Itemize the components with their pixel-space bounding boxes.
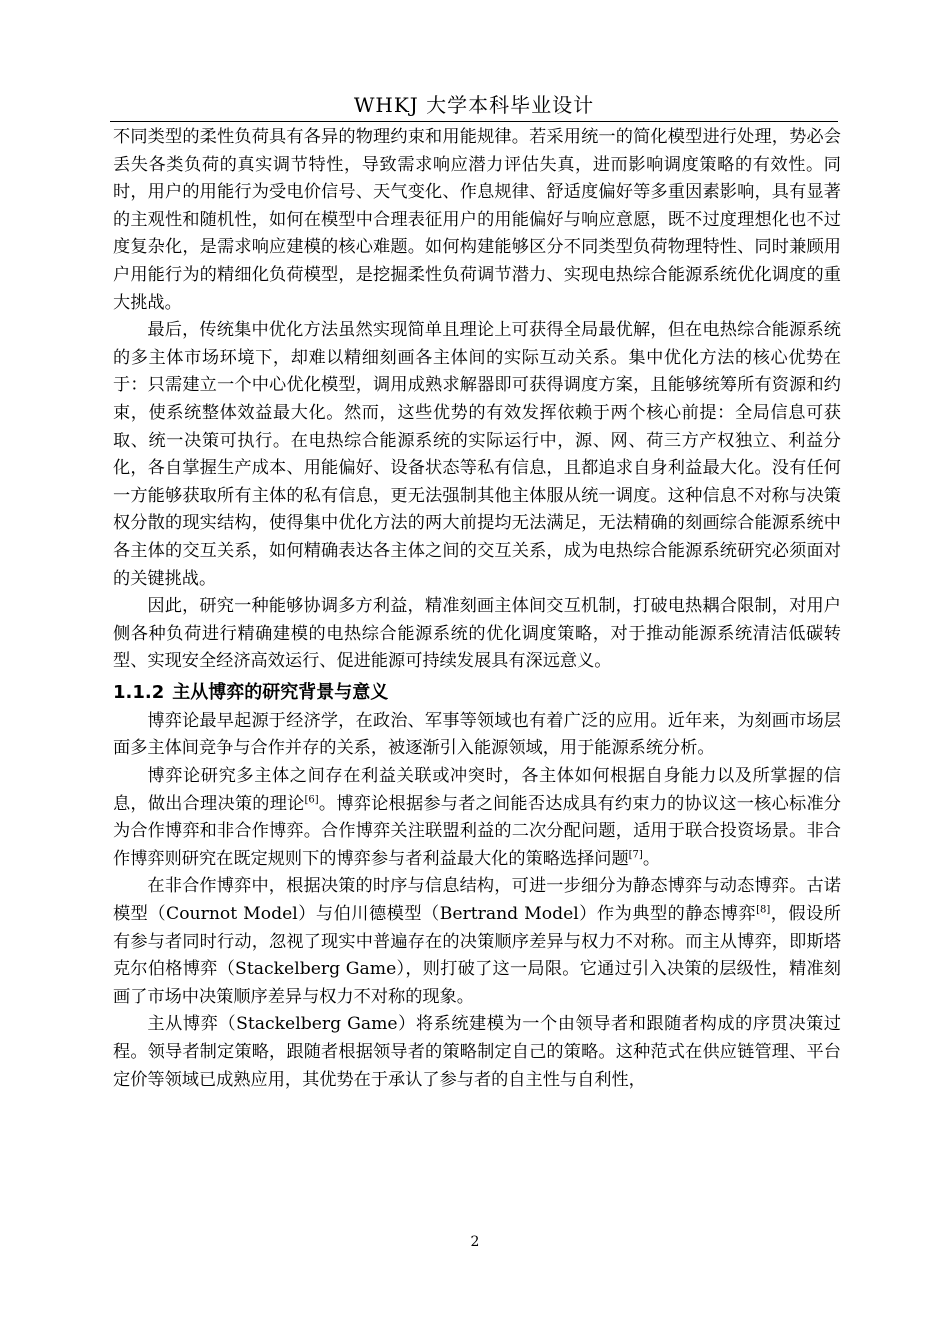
body-paragraph (113, 873, 841, 1011)
header-rule (110, 121, 838, 122)
body-paragraph (113, 763, 841, 873)
paragraph-text: 。 (642, 848, 661, 869)
paragraph-text: 。博弈论根据参与者之间能否达成具有约束力的协议这一核心标准分为合作博弈和非合作博弈。合作博弈关注联盟利益的二次分配问题，适用于联合投资场景。非合作博弈则研究在既定规则下的博弈参与者利益最大化的策略选择问题 (113, 793, 841, 869)
body-paragraph: 不同类型的柔性负荷具有各异的物理约束和用能规律。若采用统一的简化模型进行处理，势必会丢失各类负荷的真实调节特性，导致需求响应潜力评估失真，进而影响调度策略的有效性。同时，用户的用能行为受电价信号、天气变化、作息规律、舒适度偏好等多重因素影响，具有显著的主观性和随机性，如何在模型中合理表征用户的用能偏好与响应意愿，既不过度理想化也不过度复杂化，是需求响应建模的核心难题。如何构建能够区分不同类型负荷物理特性、同时兼顾用户用能行为的精细化负荷模型，是挖掘柔性负荷调节潜力、实现电热综合能源系统优化调度的重大挑战。 (113, 127, 841, 313)
body-paragraph: 最后，传统集中优化方法虽然实现简单且理论上可获得全局最优解，但在电热综合能源系统的多主体市场环境下，却难以精细刻画各主体间的实际互动关系。集中优化方法的核心优势在于：只需建立一个中心优化模型，调用成熟求解器即可获得调度方案，且能够统筹所有资源和约束，使系统整体效益最大化。然而，这些优势的有效发挥依赖于两个核心前提：全局信息可获取、统一决策可执行。在电热综合能源系统的实际运行中，源、网、荷三方产权独立、利益分化，各自掌握生产成本、用能偏好、设备状态等私有信息，且都追求自身利益最大化。没有任何一方能够获取所有主体的私有信息，更无法强制其他主体服从统一调度。这种信息不对称与决策权分散的现实结构，使得集中优化方法的两大前提均无法满足，无法精确的刻画综合能源系统中各主体的交互关系，如何精确表达各主体之间的交互关系，成为电热综合能源系统研究必须面对的关键挑战。 (113, 320, 841, 589)
paragraph-text: 博弈论研究多主体之间存在利益关联或冲突时，各主体如何根据自身能力以及所掌握的信息，做出合理决策的理论 (113, 766, 841, 814)
section-number: 1.1.2 (113, 681, 165, 703)
citation-ref: [7] (628, 849, 643, 861)
page-number: 2 (470, 1234, 480, 1250)
paragraph-text: 在非合作博弈中，根据决策的时序与信息结构，可进一步细分为静态博弈与动态博弈。古诺模型（Cournot Model）与伯川德模型（Bertrand Model）作为典型的静态博弈 (113, 876, 841, 925)
document-body (113, 124, 841, 1094)
page-header: WHKJ 大学本科毕业设计 (353, 93, 595, 117)
section-title: 主从博弈的研究背景与意义 (172, 681, 389, 703)
citation-ref: [8] (756, 904, 771, 916)
body-paragraph: 主从博弈（Stackelberg Game）将系统建模为一个由领导者和跟随者构成的序贯决策过程。领导者制定策略，跟随者根据领导者的策略制定自己的策略。这种范式在供应链管理、平台定价等领域已成熟应用，其优势在于承认了参与者的自主性与自利性， (113, 1014, 841, 1090)
body-paragraph: 因此，研究一种能够协调多方利益，精准刻画主体间交互机制，打破电热耦合限制，对用户侧各种负荷进行精确建模的电热综合能源系统的优化调度策略，对于推动能源系统清洁低碳转型、实现安全经济高效运行、促进能源可持续发展具有深远意义。 (113, 596, 841, 672)
citation-ref: [6] (304, 793, 319, 805)
section-heading (113, 678, 841, 708)
paragraph-text: ，假设所有参与者同时行动，忽视了现实中普遍存在的决策顺序差异与权力不对称。而主从博弈，即斯塔克尔伯格博弈（Stackelberg Game），则打破了这一局限。它通过引入决策的层级性，精准刻画了市场中决策顺序差异与权力不对称的现象。 (113, 904, 841, 1007)
body-paragraph: 博弈论最早起源于经济学，在政治、军事等领域也有着广泛的应用。近年来，为刻画市场层面多主体间竞争与合作并存的关系，被逐渐引入能源领域，用于能源系统分析。 (113, 710, 841, 759)
